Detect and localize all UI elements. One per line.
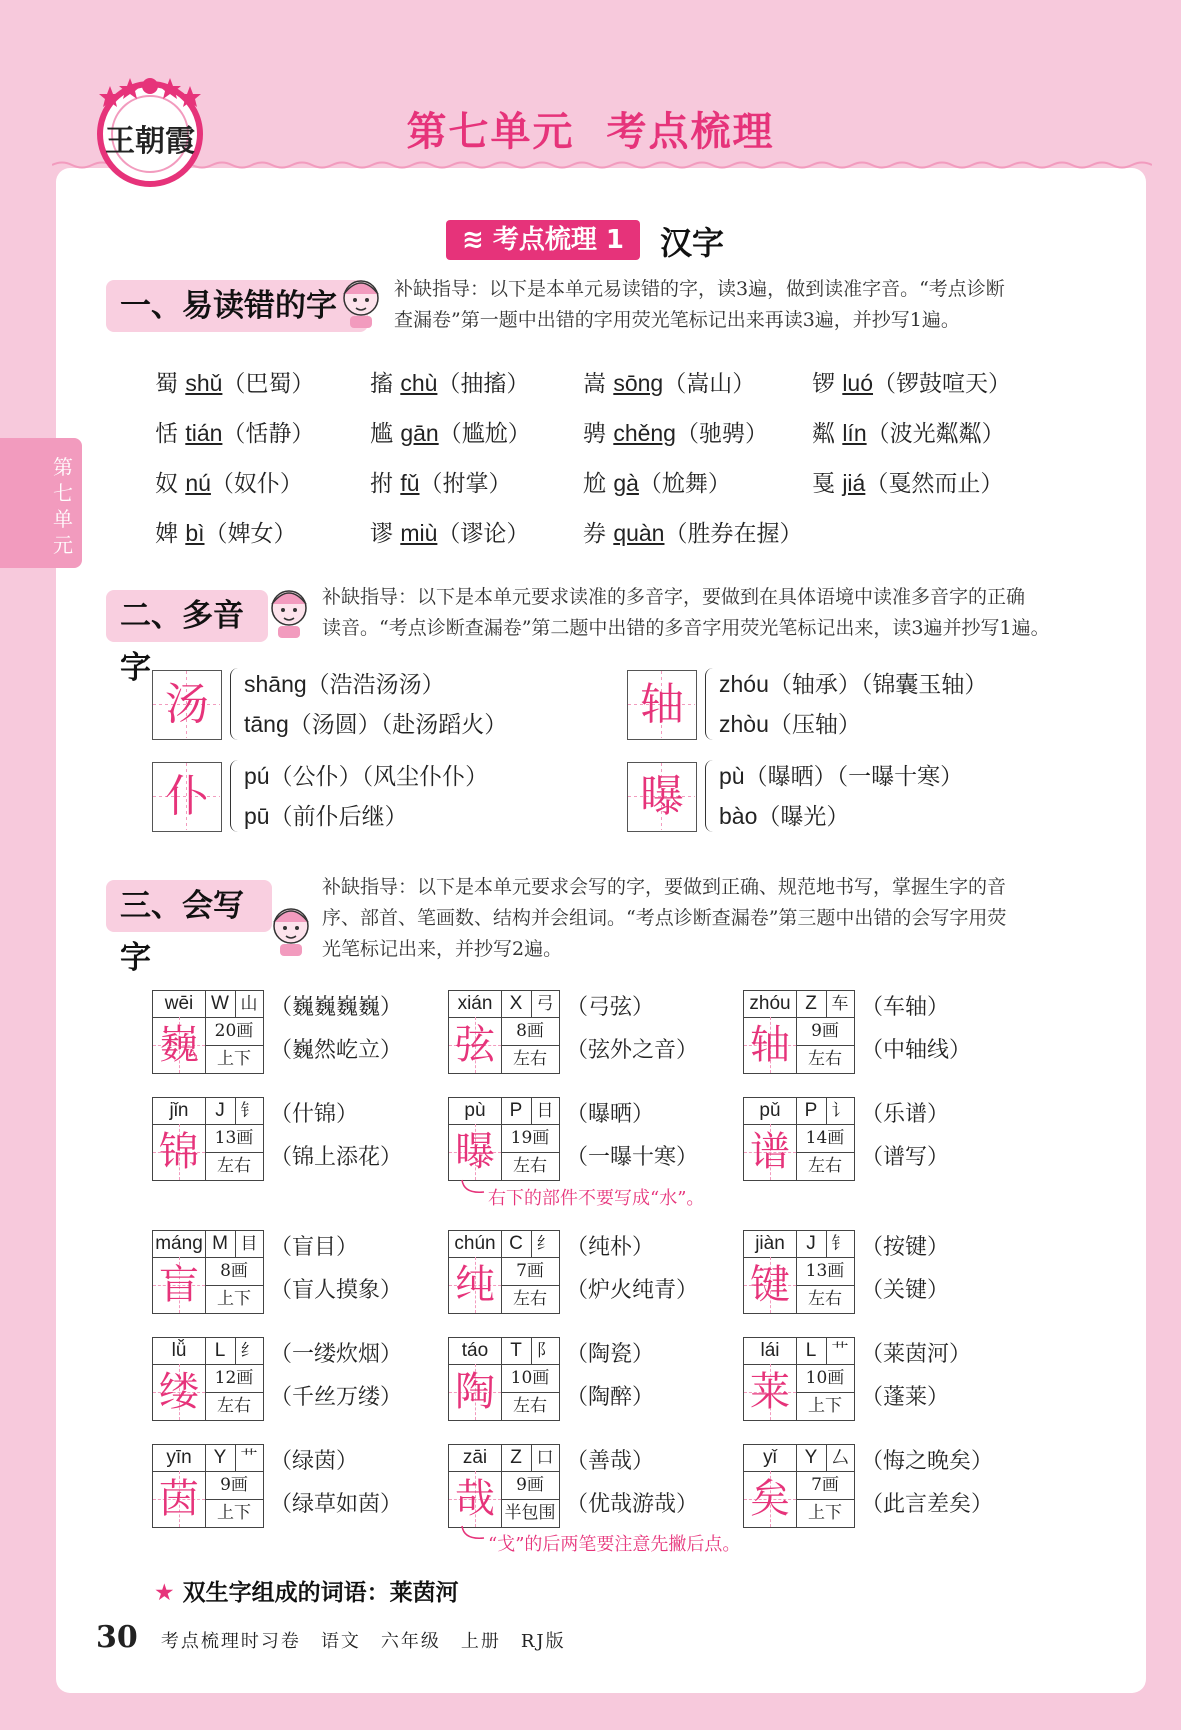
pron-item	[155, 415, 314, 448]
page-number: 30	[96, 1620, 138, 1655]
card-char: 键	[744, 1257, 797, 1313]
side-unit-tab	[0, 438, 82, 568]
card-word: （绿草如茵）	[270, 1492, 403, 1517]
pron-pinyin: jiá	[842, 470, 866, 496]
char-card	[448, 1097, 560, 1181]
brace	[705, 668, 718, 740]
card-strokes: 9画	[501, 1471, 559, 1500]
card-char: 纯	[449, 1257, 502, 1313]
card-initial: M	[205, 1231, 236, 1258]
card-structure: 上下	[217, 1049, 251, 1069]
pron-item	[155, 465, 303, 498]
card-initial: J	[796, 1231, 827, 1258]
pron-word: （戛然而止）	[865, 471, 1004, 497]
card-initial: L	[796, 1338, 827, 1365]
reading-pinyin: zhòu	[719, 711, 769, 737]
card-char: 哉	[449, 1471, 502, 1527]
card-pinyin: yīn	[153, 1445, 206, 1472]
side-tab-char: 七	[53, 481, 73, 505]
polyphone-char-box	[152, 762, 222, 832]
reading-pinyin: shāng	[244, 671, 307, 697]
pron-char: 锣	[812, 371, 835, 397]
card-strokes: 14画	[796, 1124, 854, 1153]
card-words	[270, 1093, 402, 1179]
card-radical: 钅	[235, 1098, 263, 1125]
pron-pinyin: bì	[185, 520, 205, 546]
card-radical: 厶	[826, 1445, 854, 1472]
side-tab-char: 第	[53, 455, 73, 479]
card-words	[566, 1093, 698, 1179]
part3-heading: 三、会写字	[106, 880, 272, 932]
pron-pinyin: gān	[400, 420, 439, 446]
polyphone-char: 轴	[640, 679, 684, 730]
pron-char: 尴	[370, 421, 393, 447]
card-word: （盲目）	[270, 1235, 359, 1260]
reading-pinyin: bào	[719, 803, 758, 829]
char-card	[448, 1337, 560, 1421]
pron-pinyin: miù	[400, 520, 438, 546]
card-radical: 车	[826, 991, 854, 1018]
card-radical: 钅	[826, 1231, 854, 1258]
card-structure: 左右	[513, 1289, 547, 1309]
card-word: （巍然屹立）	[270, 1038, 403, 1063]
reading-words: （前仆后继）	[269, 804, 408, 830]
card-initial: P	[501, 1098, 532, 1125]
reading-words: （曝晒）（一曝十寒）	[744, 764, 964, 790]
char-card	[152, 1444, 264, 1528]
pron-item	[583, 365, 755, 398]
pron-word: （驰骋）	[675, 421, 768, 447]
pron-word: （尴尬）	[438, 421, 531, 447]
card-pinyin: pù	[449, 1098, 502, 1125]
reading-line	[719, 706, 861, 739]
part3-hint	[322, 872, 1006, 965]
polyphone-char: 汤	[165, 679, 209, 730]
side-tab-char: 单	[53, 507, 73, 531]
part3-hint-line: 补缺指导：以下是本单元要求会写的字，要做到正确、规范地书写，掌握生字的音	[322, 876, 1007, 898]
pron-pinyin: chěng	[613, 420, 676, 446]
card-words	[566, 1440, 698, 1526]
pron-pinyin: sōng	[613, 370, 664, 396]
section-name: 汉字	[660, 224, 725, 262]
pron-word: （嵩山）	[663, 371, 756, 397]
char-card	[743, 1337, 855, 1421]
double-words-value: 莱茵河	[389, 1580, 459, 1606]
card-word: （绿茵）	[270, 1449, 359, 1474]
pron-char: 恬	[155, 421, 178, 447]
card-strokes: 13画	[205, 1124, 263, 1153]
card-initial: P	[796, 1098, 827, 1125]
pron-pinyin: gà	[613, 470, 639, 496]
star-icon: ★	[154, 1580, 175, 1606]
reading-line	[244, 798, 408, 831]
card-strokes: 12画	[205, 1364, 263, 1393]
card-words	[861, 1093, 949, 1179]
pron-item	[370, 515, 529, 548]
card-radical: 口	[531, 1445, 559, 1472]
card-words	[861, 986, 971, 1072]
card-structure: 左右	[808, 1289, 842, 1309]
card-word: （纯朴）	[566, 1235, 655, 1260]
polyphone-char: 曝	[640, 771, 684, 822]
part2-hint	[322, 582, 1050, 644]
pron-char: 骋	[583, 421, 606, 447]
card-word: （莱茵河）	[861, 1342, 972, 1367]
cartoon-girl-icon	[268, 900, 314, 956]
part3-hint-line: 光笔标记出来，并抄写2遍。	[322, 938, 563, 960]
card-strokes: 20画	[205, 1017, 263, 1046]
card-initial: L	[205, 1338, 236, 1365]
pron-char: 拊	[370, 471, 393, 497]
pron-word: （谬论）	[437, 521, 530, 547]
card-structure: 上下	[217, 1289, 251, 1309]
card-radical: 山	[235, 991, 263, 1018]
reading-words: （浩浩汤汤）	[306, 672, 445, 698]
book-info: 考点梳理时习卷 语文 六年级 上册 RJ版	[160, 1631, 566, 1652]
card-radical: 日	[531, 1098, 559, 1125]
part1-hint	[394, 274, 1005, 336]
card-word: （弦外之音）	[566, 1038, 699, 1063]
card-words	[270, 1440, 402, 1526]
card-pinyin: táo	[449, 1338, 502, 1365]
card-strokes: 10画	[501, 1364, 559, 1393]
card-pinyin: lǚ	[153, 1338, 206, 1365]
char-card	[448, 1444, 560, 1528]
card-char: 锦	[153, 1124, 206, 1180]
card-char: 轴	[744, 1017, 797, 1073]
section-badge: ≋ 考点梳理 1	[446, 220, 640, 260]
pron-pinyin: nú	[185, 470, 211, 496]
card-word: （关键）	[861, 1278, 950, 1303]
card-word: （优哉游哉）	[566, 1492, 699, 1517]
pron-item	[370, 465, 512, 498]
brace	[230, 668, 243, 740]
char-card	[743, 1230, 855, 1314]
card-word: （陶瓷）	[566, 1342, 655, 1367]
card-pinyin: máng	[153, 1231, 206, 1258]
card-initial: Z	[501, 1445, 532, 1472]
brace	[705, 760, 718, 832]
card-char: 巍	[153, 1017, 206, 1073]
card-initial: J	[205, 1098, 236, 1125]
double-words-line	[154, 1574, 459, 1607]
card-pinyin: yǐ	[744, 1445, 797, 1472]
pron-char: 谬	[370, 521, 393, 547]
card-word: （一曝十寒）	[566, 1145, 699, 1170]
card-structure: 左右	[217, 1396, 251, 1416]
card-char: 矣	[744, 1471, 797, 1527]
page-title	[0, 100, 1181, 157]
pron-char: 戛	[812, 471, 835, 497]
pron-char: 粼	[812, 421, 835, 447]
card-char: 谱	[744, 1124, 797, 1180]
title-unit: 第七单元	[406, 109, 575, 155]
title-topic: 考点梳理	[606, 109, 775, 155]
reading-pinyin: pū	[244, 803, 270, 829]
reading-pinyin: tāng	[244, 711, 289, 737]
polyphone-char: 仆	[165, 771, 209, 822]
card-strokes: 9画	[205, 1471, 263, 1500]
card-radical: 纟	[531, 1231, 559, 1258]
card-word: （曝晒）	[566, 1102, 655, 1127]
part2-heading: 二、多音字	[106, 590, 268, 642]
card-word: （陶醉）	[566, 1385, 655, 1410]
card-strokes: 8画	[501, 1017, 559, 1046]
side-tab-char: 元	[53, 533, 73, 557]
page-footer	[96, 1620, 566, 1655]
pron-char: 搐	[370, 371, 393, 397]
pron-item	[583, 515, 802, 548]
reading-line	[244, 758, 488, 791]
card-words	[270, 1226, 402, 1312]
card-char: 弦	[449, 1017, 502, 1073]
card-initial: Z	[796, 991, 827, 1018]
card-word: （弓弦）	[566, 995, 655, 1020]
pron-item	[155, 515, 297, 548]
card-structure: 上下	[217, 1503, 251, 1523]
card-char: 缕	[153, 1364, 206, 1420]
card-pinyin: jǐn	[153, 1098, 206, 1125]
char-card	[152, 1230, 264, 1314]
card-words	[861, 1226, 949, 1312]
pron-word: （尬舞）	[638, 471, 731, 497]
card-char: 盲	[153, 1257, 206, 1313]
card-pinyin: lái	[744, 1338, 797, 1365]
card-radical: 阝	[531, 1338, 559, 1365]
card-initial: Y	[796, 1445, 827, 1472]
card-radical: 弓	[531, 991, 559, 1018]
polyphone-char-box	[152, 670, 222, 740]
pron-word: （巴蜀）	[222, 371, 315, 397]
card-structure: 左右	[808, 1049, 842, 1069]
card-word: （锦上添花）	[270, 1145, 403, 1170]
card-word: （此言差矣）	[861, 1492, 994, 1517]
pron-char: 蜀	[155, 371, 178, 397]
card-structure: 左右	[217, 1156, 251, 1176]
card-word: （一缕炊烟）	[270, 1342, 403, 1367]
card-word: （巍巍巍巍）	[270, 995, 403, 1020]
pron-word: （胜券在握）	[664, 521, 803, 547]
card-radical: 讠	[826, 1098, 854, 1125]
card-radical: 目	[235, 1231, 263, 1258]
reading-words: （压轴）	[768, 712, 861, 738]
part3-hint-line: 序、部首、笔画数、结构并会组词。“考点诊断查漏卷”第三题中出错的会写字用荧	[322, 907, 1007, 929]
reading-words: （轴承）（锦囊玉轴）	[768, 672, 988, 698]
pron-char: 券	[583, 521, 606, 547]
card-words	[270, 986, 402, 1072]
card-radical: 艹	[235, 1445, 263, 1472]
card-strokes: 9画	[796, 1017, 854, 1046]
pron-char: 嵩	[583, 371, 606, 397]
card-words	[270, 1333, 402, 1419]
card-initial: T	[501, 1338, 532, 1365]
pron-pinyin: tián	[185, 420, 223, 446]
card-strokes: 10画	[796, 1364, 854, 1393]
pron-word: （恬静）	[222, 421, 315, 447]
char-card	[448, 1230, 560, 1314]
cartoon-girl-icon	[338, 272, 384, 328]
pron-item	[812, 415, 1005, 448]
card-structure: 上下	[808, 1396, 842, 1416]
card-word: （盲人摸象）	[270, 1278, 403, 1303]
char-card	[743, 1444, 855, 1528]
part2-hint-line: 补缺指导：以下是本单元要求读准的多音字，要做到在具体语境中读准多音字的正确	[322, 586, 1026, 608]
card-strokes: 13画	[796, 1257, 854, 1286]
polyphone-char-box	[627, 670, 697, 740]
card-pinyin: wēi	[153, 991, 206, 1018]
cartoon-girl-icon	[266, 582, 312, 638]
card-word: （善哉）	[566, 1449, 655, 1474]
part2-hint-line: 读音。“考点诊断查漏卷”第二题中出错的多音字用荧光笔标记出来，读3遍并抄写1遍。	[322, 617, 1050, 639]
part1-hint-line: 查漏卷”第一题中出错的字用荧光笔标记出来再读3遍，并抄写1遍。	[394, 309, 960, 331]
pron-item	[812, 465, 1003, 498]
card-word: （炉火纯青）	[566, 1278, 699, 1303]
note-zai: “戈”的后两笔要注意先撇后点。	[488, 1534, 741, 1555]
reading-pinyin: pù	[719, 763, 745, 789]
pron-item	[583, 465, 731, 498]
card-strokes: 19画	[501, 1124, 559, 1153]
card-radical: 艹	[826, 1338, 854, 1365]
pron-item	[155, 365, 314, 398]
logo-text: 王朝霞	[105, 124, 195, 159]
pron-item	[370, 365, 529, 398]
card-radical: 纟	[235, 1338, 263, 1365]
card-word: （悔之晚矣）	[861, 1449, 994, 1474]
card-structure: 左右	[513, 1396, 547, 1416]
card-word: （蓬莱）	[861, 1385, 950, 1410]
card-pinyin: xián	[449, 991, 502, 1018]
pron-word: （婢女）	[204, 521, 297, 547]
card-structure: 左右	[808, 1156, 842, 1176]
reading-line	[719, 666, 987, 699]
card-strokes: 7画	[501, 1257, 559, 1286]
note-bao: 右下的部件不要写成“水”。	[488, 1188, 705, 1209]
pron-char: 奴	[155, 471, 178, 497]
pron-item	[583, 415, 768, 448]
char-card	[448, 990, 560, 1074]
pron-pinyin: fǔ	[400, 470, 420, 496]
card-words	[861, 1440, 993, 1526]
char-card	[743, 1097, 855, 1181]
card-initial: Y	[205, 1445, 236, 1472]
pron-word: （锣鼓喧天）	[873, 371, 1012, 397]
card-word: （什锦）	[270, 1102, 359, 1127]
card-char: 茵	[153, 1471, 206, 1527]
polyphone-char-box	[627, 762, 697, 832]
pron-char: 婢	[155, 521, 178, 547]
reading-pinyin: zhóu	[719, 671, 769, 697]
card-words	[566, 1226, 698, 1312]
card-char: 曝	[449, 1124, 502, 1180]
card-words	[566, 1333, 654, 1419]
card-initial: C	[501, 1231, 532, 1258]
card-strokes: 7画	[796, 1471, 854, 1500]
reading-line	[244, 706, 507, 739]
card-pinyin: chún	[449, 1231, 502, 1258]
note-arrow-icon	[458, 1524, 488, 1546]
brace	[230, 760, 243, 832]
card-words	[566, 986, 698, 1072]
card-word: （车轴）	[861, 995, 950, 1020]
part1-heading: 一、易读错的字	[106, 280, 368, 332]
card-structure: 左右	[513, 1156, 547, 1176]
pron-word: （拊掌）	[419, 471, 512, 497]
card-pinyin: zhóu	[744, 991, 797, 1018]
char-card	[743, 990, 855, 1074]
reading-line	[719, 758, 963, 791]
card-word: （中轴线）	[861, 1038, 972, 1063]
note-arrow-icon	[458, 1178, 488, 1200]
pron-pinyin: lín	[842, 420, 867, 446]
char-card	[152, 990, 264, 1074]
card-structure: 左右	[513, 1049, 547, 1069]
pron-pinyin: shǔ	[185, 370, 223, 396]
card-pinyin: pǔ	[744, 1098, 797, 1125]
card-char: 莱	[744, 1364, 797, 1420]
pron-pinyin: luó	[842, 370, 874, 396]
card-pinyin: jiàn	[744, 1231, 797, 1258]
card-word: （谱写）	[861, 1145, 950, 1170]
reading-pinyin: pú	[244, 763, 270, 789]
double-words-label: 双生字组成的词语：	[182, 1580, 390, 1606]
pron-item	[370, 415, 531, 448]
card-char: 陶	[449, 1364, 502, 1420]
reading-words: （汤圆）（赴汤蹈火）	[288, 712, 508, 738]
pron-pinyin: quàn	[613, 520, 665, 546]
card-pinyin: zāi	[449, 1445, 502, 1472]
wavy-border	[52, 160, 1152, 170]
card-structure: 半包围	[504, 1503, 556, 1523]
reading-words: （公仆）（风尘仆仆）	[269, 764, 489, 790]
char-card	[152, 1097, 264, 1181]
card-strokes: 8画	[205, 1257, 263, 1286]
reading-line	[719, 798, 849, 831]
card-word: （按键）	[861, 1235, 950, 1260]
card-initial: X	[501, 991, 532, 1018]
card-structure: 上下	[808, 1503, 842, 1523]
pron-char: 尬	[583, 471, 606, 497]
pron-word: （抽搐）	[437, 371, 530, 397]
section-badge-label: 考点梳理 1	[492, 225, 624, 255]
pron-word: （波光粼粼）	[866, 421, 1005, 447]
reading-words: （曝光）	[757, 804, 850, 830]
char-card	[152, 1337, 264, 1421]
card-word: （千丝万缕）	[270, 1385, 403, 1410]
card-words	[861, 1333, 971, 1419]
pron-word: （奴仆）	[210, 471, 303, 497]
pron-pinyin: chù	[400, 370, 438, 396]
reading-line	[244, 666, 445, 699]
card-initial: W	[205, 991, 236, 1018]
part1-hint-line: 补缺指导：以下是本单元易读错的字，读3遍，做到读准字音。“考点诊断	[394, 278, 1005, 300]
pron-item	[812, 365, 1011, 398]
card-word: （乐谱）	[861, 1102, 950, 1127]
